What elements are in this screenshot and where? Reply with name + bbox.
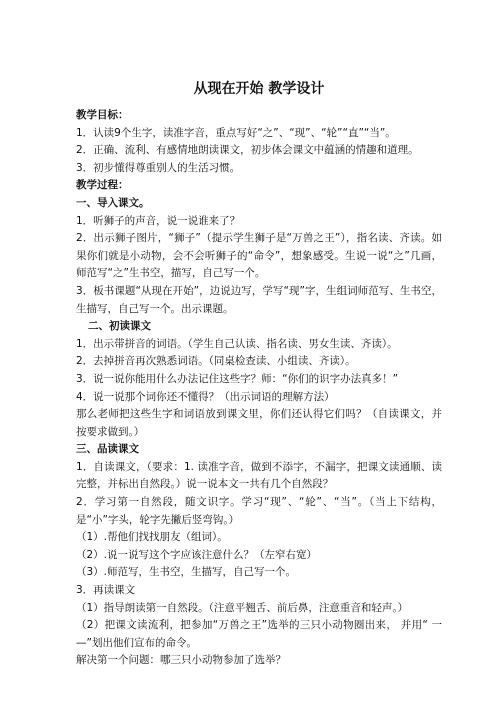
text-line: 2．学习第一自然段，随文识字。学习“现”、“轮”、“当”。（当上下结构，是“小”字头，轮字先撇后竖弯钩。）: [76, 496, 442, 526]
text-line: 那么老师把这些生字和词语放到课文里，你们还认得它们吗？（自读课文，并按要求做到。）: [76, 408, 442, 438]
text-line: 2．出示狮子图片，“狮子”（提示学生狮子是“万兽之王”），指名读、齐读。如果你们就是小动物，会不会听狮子的“命令”，想象感受。生说一说“之”几画，师范写“之”生书空，描写，自己写一个。: [76, 232, 442, 280]
text-line: （1）.帮他们找找朋友（组词）。: [76, 531, 228, 544]
text-line: 1．出示带拼音的词语。（学生自己认读、指名读、男女生读、齐读）。: [76, 337, 398, 350]
text-line: （1）指导朗读第一自然段。（注意平翘舌、前后鼻，注意重音和轻声。）: [76, 601, 409, 614]
text-line: 1．听狮子的声音，说一说谁来了？: [76, 214, 241, 227]
section-heading: 教学过程：: [76, 179, 129, 192]
section-heading: 三、品读课文: [76, 443, 139, 456]
text-line: 2．正确、流利、有感情地朗读课文，初步体会课文中蕴涵的情趣和道理。: [76, 144, 419, 157]
document-body: [76, 107, 442, 670]
text-line: （3）.师范写，生书空，生描写，自己写一个。: [76, 566, 297, 579]
text-line: （2）把课文读流利，把参加“万兽之王”选举的三只小动物圈出来， 并用“ 一—”划出他们宣布的命令。: [76, 619, 442, 649]
text-line: 2．去掉拼音再次熟悉词语。（同桌检查读、小组读、齐读）。: [76, 355, 356, 368]
document-title: 从现在开始 教学设计: [193, 81, 325, 97]
section-heading: 一、导入课文。: [76, 196, 150, 209]
text-line: 4．说一说那个词你还不懂得？（出示词语的理解方法）: [76, 390, 335, 403]
text-line: 3．初步懂得尊重别人的生活习惯。: [76, 161, 241, 174]
text-line: 解决第一个问题：哪三只小动物参加了选举？: [76, 654, 286, 667]
text-line: 1．认读9个生字，读准字音，重点写好“之”、“现”、“轮”“直”“当”。: [76, 126, 396, 139]
section-heading: 教学目标：: [76, 109, 129, 121]
text-line: 1．自读课文，（要求：1. 读准字音，做到不添字，不漏字，把课文读通顺、读完整，并标出自然段。）说一说本文一共有几个自然段？: [76, 460, 442, 491]
text-line: 3．说一说你能用什么办法记住这些字？师：“你们的识字办法真多！”: [76, 372, 399, 385]
section-heading: 二、初读课文: [88, 320, 151, 333]
text-line: 3．再读课文: [76, 584, 136, 597]
text-line: 3．板书课题“从现在开始”，边说边写，学写“现”字，生组词师范写、生书空，生描写，自己写一个。出示课题。: [76, 284, 442, 315]
text-line: （2）.说一说写这个字应该注意什么？（左窄右宽）: [76, 548, 318, 561]
